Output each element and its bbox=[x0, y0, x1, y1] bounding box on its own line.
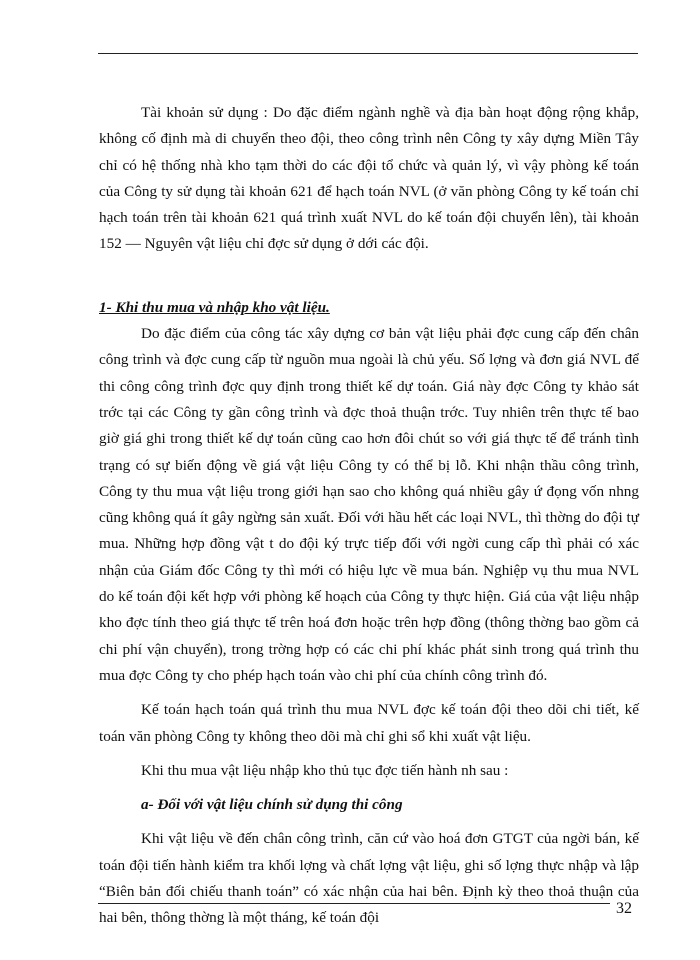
paragraph-main-materials: Khi vật liệu về đến chân công trình, căn cứ vào hoá đơn GTGT của ngời bán, kế toán đội tiến hành kiểm tra khối lợng và chất lợng vật liệu, ghi số lợng thực nhập và lập “Biên bản đối chiếu thanh toán” có xác nhận của hai bên. Định kỳ theo thoả thuận của hai bên, thông thờng là một tháng, kế toán đội bbox=[99, 830, 639, 927]
paragraph-account-usage: Tài khoản sử dụng : Do đặc điểm ngành nghề và địa bàn hoạt động rộng khắp, không cố định mà di chuyển theo đội, theo công trình nên Công ty xây dựng Miền Tây chỉ có hệ thống nhà kho tạm thời do các đội tổ chức và quản lý, vì vậy phòng kế toán của Công ty sử dụng tài khoản 621 để hạch toán NVL (ở văn phòng Công ty kế toán chỉ hạch toán trên tài khoản 621 quá trình xuất NVL do kế toán đội chuyển lên), tài khoản 152 — Nguyên vật liệu chỉ đợc sử dụng ở dới các đội. bbox=[99, 104, 639, 253]
section-heading-text: 1- Khi thu mua và nhập kho vật liệu. bbox=[99, 298, 330, 316]
paragraph-accounting: Kế toán hạch toán quá trình thu mua NVL đợc kế toán đội theo dõi chi tiết, kế toán văn phòng Công ty không theo dõi mà chỉ ghi sổ khi xuất vật liệu. bbox=[99, 701, 639, 745]
section-heading bbox=[99, 295, 639, 321]
header-rule bbox=[98, 53, 638, 54]
paragraph-procurement: Do đặc điểm của công tác xây dựng cơ bản vật liệu phải đợc cung cấp đến chân công trình và đợc cung cấp từ nguồn mua ngoài là chủ yếu. Số lợng và đơn giá NVL để thi công công trình đợc quy định trong thiết kế dự toán. Giá này đợc Công ty khảo sát trớc tại các Công ty gần công trình và đợc thoả thuận trớc. Tuy nhiên trên thực tế bao giờ giá ghi trong thiết kế dự toán cũng cao hơn đôi chút so với giá thực tế để tránh tình trạng có sự biến động về giá vật liệu Công ty có thể bị lỗ. Khi nhận thầu công trình, Công ty thu mua vật liệu trong giới hạn sao cho không quá nhiều gây ứ đọng vốn nhng cũng không quá ít gây ngừng sản xuất. Đối với hầu hết các loại NVL, thì thờng do đội tự mua. Những hợp đồng vật t do đội ký trực tiếp đối với ngời cung cấp thì phải có xác nhận của Giám đốc Công ty thì mới có hiệu lực về mua bán. Nghiệp vụ thu mua NVL do kế toán đội kết hợp với phòng kế hoạch của Công ty thực hiện. Giá của vật liệu nhập kho đợc tính theo giá thực tế trên hoá đơn hoặc trên hợp đồng (thông thờng bao gồm cả chi phí vận chuyển), trong trờng hợp có các chi phí khác phát sinh trong quá trình thu mua đợc Công ty cho phép hạch toán vào chi phí của chính công trình đó. bbox=[99, 325, 639, 684]
subsection-heading: a- Đối với vật liệu chính sử dụng thi công bbox=[141, 796, 403, 814]
document-body bbox=[99, 100, 639, 932]
footer-rule bbox=[98, 903, 610, 904]
page-number: 32 bbox=[616, 900, 632, 917]
paragraph-procedure-intro: Khi thu mua vật liệu nhập kho thủ tục đợc tiến hành nh sau : bbox=[141, 761, 509, 779]
